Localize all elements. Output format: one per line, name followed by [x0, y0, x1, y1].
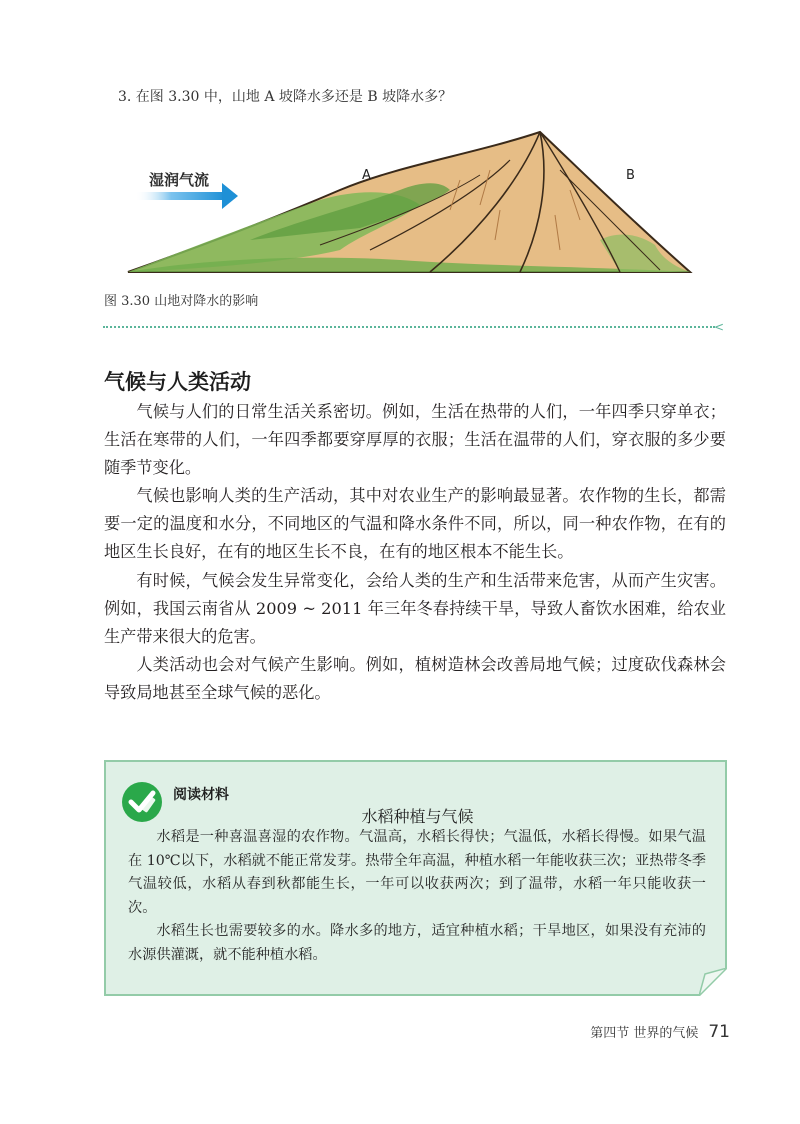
exercise-question: 3. 在图 3.30 中，山地 A 坡降水多还是 B 坡降水多？ [118, 89, 453, 105]
figure-caption: 图 3.30 山地对降水的影响 [104, 294, 259, 309]
reading-paragraph: 水稻是一种喜温喜湿的农作物。气温高，水稻长得快；气温低，水稻长得慢。如果气温在 10℃以下，水稻就不能正常发芽。热带全年高温，种植水稻一年能收获三次；亚热带冬季气温较低，水稻从春到秋都能生长，一年可以收获两次；到了温带，水稻一年只能收获一次。 [128, 829, 706, 916]
slope-b-label: B [626, 168, 635, 183]
reading-material-box [104, 760, 727, 996]
page-curl-icon [699, 968, 727, 996]
divider-end-icon: < [714, 320, 725, 334]
page-footer [560, 1022, 730, 1046]
mountain-illustration [100, 120, 700, 280]
paragraph: 气候也影响人类的生产活动，其中对农业生产的影响最显著。农作物的生长，都需要一定的温度和水分，不同地区的气温和降水条件不同，所以，同一种农作物，在有的地区生长良好，在有的地区生长不良，在有的地区根本不能生长。 [104, 486, 726, 562]
mountain-figure [100, 120, 700, 280]
reading-text [128, 826, 706, 967]
airflow-label: 湿润气流 [149, 171, 210, 189]
reading-paragraph: 水稻生长也需要较多的水。降水多的地方，适宜种植水稻；干旱地区，如果没有充沛的水源供灌溉，就不能种植水稻。 [128, 923, 706, 963]
section-body [104, 398, 726, 707]
paragraph: 有时候，气候会发生异常变化，会给人类的生产和生活带来危害，从而产生灾害。例如，我国云南省从 2009 ~ 2011 年三年冬春持续干旱，导致人畜饮水困难，给农业生产带来很大的危害。 [104, 570, 726, 646]
divider [103, 326, 715, 328]
paragraph: 气候与人们的日常生活关系密切。例如，生活在热带的人们，一年四季只穿单衣；生活在寒带的人们，一年四季都要穿厚厚的衣服；生活在温带的人们，穿衣服的多少要随季节变化。 [104, 402, 726, 478]
footer-section: 第四节 世界的气候 [590, 1026, 699, 1041]
mountain [128, 132, 690, 272]
paragraph: 人类活动也会对气候产生影响。例如，植树造林会改善局地气候；过度砍伐森林会导致局地甚至全球气候的恶化。 [104, 654, 726, 702]
reading-label: 阅读材料 [173, 787, 229, 803]
slope-a-label: A [362, 168, 371, 183]
reading-title: 水稻种植与气候 [361, 807, 474, 826]
page-number: 71 [708, 1022, 730, 1042]
section-title: 气候与人类活动 [104, 370, 251, 394]
